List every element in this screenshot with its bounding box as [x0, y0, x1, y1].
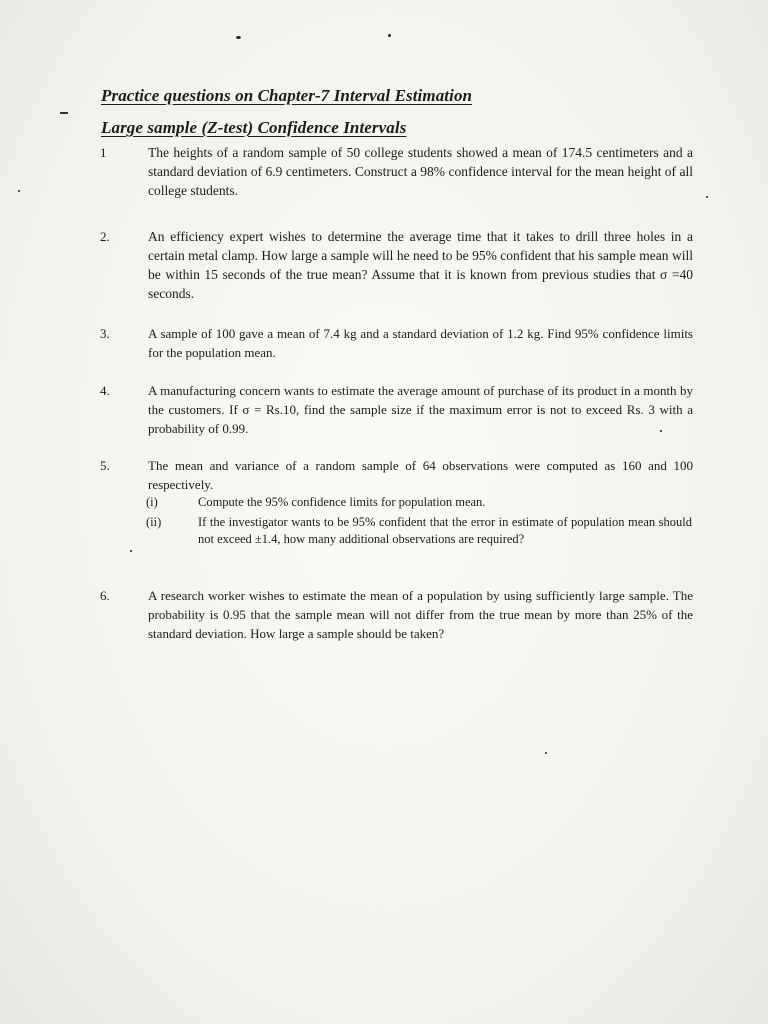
question-text: A research worker wishes to estimate the mean of a population by using sufficiently large sample. The probability is 0.95 that the sample mean will not differ from the true mean by more than 25% of the standard deviation. How large a sample should be taken?: [148, 588, 693, 641]
scan-speck: [388, 34, 391, 37]
question-number: 5.: [100, 458, 110, 473]
question-text: A manufacturing concern wants to estimate the average amount of purchase of its product in a month by the customers. If σ = Rs.10, find the sample size if the maximum error is not to exceed Rs. 3 with a probability of 0.99.: [148, 383, 693, 436]
question-number: 2.: [100, 229, 110, 244]
scan-speck: [60, 112, 68, 114]
question-number: 6.: [100, 588, 110, 603]
scan-speck: [130, 550, 132, 552]
part-label: (i): [146, 495, 158, 509]
scan-speck: [18, 190, 20, 192]
part-text: If the investigator wants to be 95% confident that the error in estimate of population mean should not exceed ±1.4, how many additional observations are required?: [198, 515, 692, 546]
question-number: 3.: [100, 326, 110, 341]
question-number: 1: [100, 145, 107, 160]
question-number: 4.: [100, 383, 110, 398]
document-subtitle: Large sample (Z-test) Confidence Intervals: [101, 118, 407, 137]
document-title: Practice questions on Chapter-7 Interval Estimation: [101, 86, 473, 105]
question-text: A sample of 100 gave a mean of 7.4 kg and a standard deviation of 1.2 kg. Find 95% confidence limits for the population mean.: [148, 326, 693, 360]
part-label: (ii): [146, 515, 162, 529]
question-text: An efficiency expert wishes to determine the average time that it takes to drill three holes in a certain metal clamp. How large a sample will he need to be 95% confident that his sample mean will be within 15 seconds of the true mean? Assume that it is known from previous studies that σ =40 seconds.: [148, 229, 693, 301]
scan-speck: [545, 752, 547, 754]
part-text: Compute the 95% confidence limits for population mean.: [198, 495, 486, 509]
scan-speck: [236, 36, 241, 39]
scan-speck: [706, 196, 708, 198]
question-text: The heights of a random sample of 50 college students showed a mean of 174.5 centimeters and a standard deviation of 6.9 centimeters. Construct a 98% confidence interval for the mean height of all college students.: [148, 145, 693, 198]
question-text: The mean and variance of a random sample of 64 observations were computed as 160 and 100 respectively.: [148, 458, 693, 492]
